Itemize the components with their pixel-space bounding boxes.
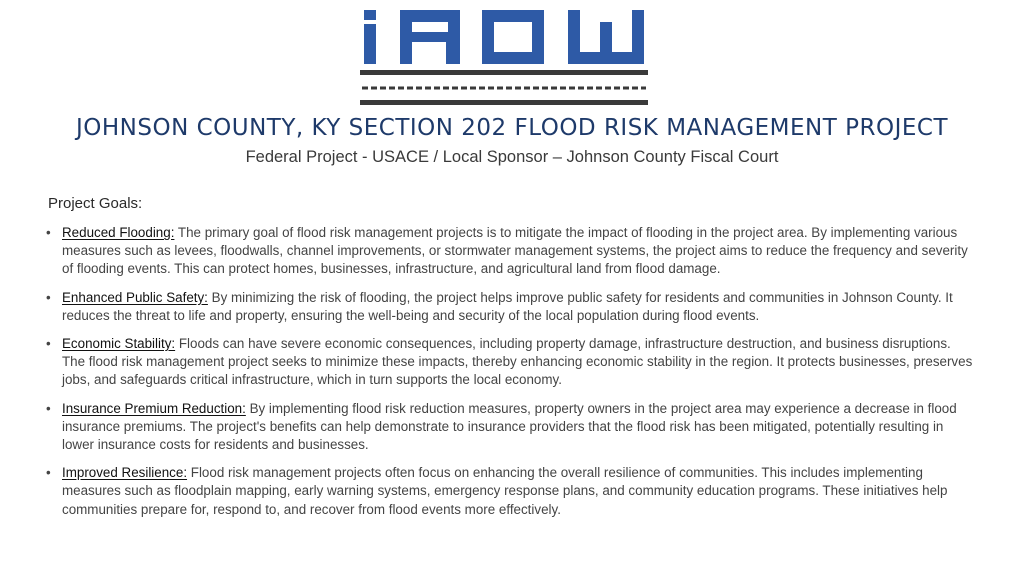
logo-letter-w xyxy=(568,10,644,64)
goals-heading: Project Goals: xyxy=(48,195,143,212)
logo-bottom-rule xyxy=(360,100,648,105)
goal-item-improved-resilience xyxy=(46,464,976,519)
goal-item-insurance-premium-reduction xyxy=(46,400,976,455)
goal-item-economic-stability xyxy=(46,335,976,390)
goal-label: Reduced Flooding: xyxy=(62,225,175,240)
goal-item-enhanced-public-safety xyxy=(46,289,976,325)
logo-letter-i-stem xyxy=(364,24,376,64)
goal-label: Economic Stability: xyxy=(62,336,176,352)
goal-text: Flood risk management projects often focus on enhancing the overall resilience of communities. This includes implementing measures such as floodplain mapping, early warning systems, emergency response plans, and community education programs. These initiatives help communities prepare for, respond to, and recover from flood events more effectively. xyxy=(62,465,948,517)
goal-label: Enhanced Public Safety: xyxy=(62,289,208,305)
bullet-icon: • xyxy=(46,225,51,240)
page-subtitle: Federal Project - USACE / Local Sponsor – Johnson County Fiscal Court xyxy=(245,148,779,166)
logo-top-rule xyxy=(360,70,648,75)
goal-text: The primary goal of flood risk management projects is to mitigate the impact of flooding in the project area. By implementing various measures such as levees, floodwalls, channel improvements, or stormwater management systems, the project aims to reduce the frequency and severity of flooding events. This can protect homes, businesses, infrastructure, and agricultural land from flood damage. xyxy=(62,225,968,277)
goal-text: Floods can have severe economic consequences, including property damage, infrastructure destruction, and business disruptions. The flood risk management project seeks to minimize these impacts, thereby enhancing economic stability in the region. It protects businesses, preserves jobs, and safeguards critical infrastructure, which in turn supports the local economy. xyxy=(62,336,973,388)
bullet-icon: • xyxy=(46,289,51,305)
logo-letter-i-dot xyxy=(364,10,376,20)
logo-letter-r xyxy=(400,10,460,64)
bullet-icon: • xyxy=(46,465,51,481)
bullet-icon: • xyxy=(46,336,51,352)
goals-list xyxy=(46,224,976,529)
goal-text: By implementing flood risk reduction measures, property owners in the project area may experience a decrease in flood insurance premiums. The project's benefits can help demonstrate to insurance providers that the flood risk has been mitigated, potentially resulting in lower insurance costs for residents and businesses. xyxy=(62,400,957,453)
goal-text: By minimizing the risk of flooding, the project helps improve public safety for residents and communities in Johnson County. It reduces the threat to life and property, ensuring the well-being and security of the local population during flood events. xyxy=(62,289,953,323)
irow-logo xyxy=(360,8,650,108)
goal-label: Insurance Premium Reduction: xyxy=(62,400,246,416)
bullet-icon: • xyxy=(46,400,51,416)
goal-label: Improved Resilience: xyxy=(62,465,188,481)
goal-item-reduced-flooding xyxy=(46,224,976,279)
page-title: JOHNSON COUNTY, KY SECTION 202 FLOOD RISK MANAGEMENT PROJECT xyxy=(75,115,948,141)
logo-letter-o xyxy=(482,10,544,64)
